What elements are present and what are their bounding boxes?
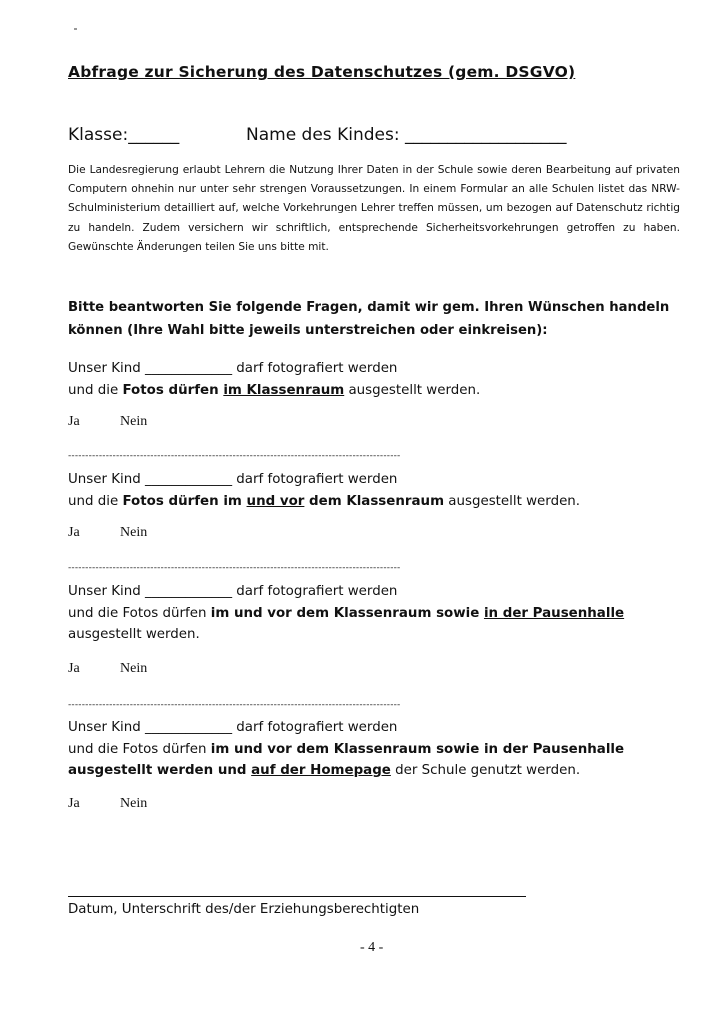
answer-ja[interactable]: Ja bbox=[68, 414, 80, 429]
child-name-field-label: Name des Kindes: ___________________ bbox=[246, 125, 567, 145]
question-4-answers bbox=[68, 796, 147, 812]
question-1-line-2 bbox=[68, 380, 686, 402]
answer-nein[interactable]: Nein bbox=[120, 525, 148, 540]
answer-ja[interactable]: Ja bbox=[68, 525, 80, 540]
q2-option-highlight: und vor bbox=[246, 493, 305, 509]
class-field-label: Klasse:______ bbox=[68, 125, 180, 145]
answer-nein[interactable]: Nein bbox=[120, 661, 148, 676]
q3-text-d: ausgestellt werden. bbox=[68, 627, 200, 642]
q3-text-b: im und vor dem Klassenraum sowie bbox=[210, 605, 484, 621]
question-1-line-1: Unser Kind _____________ darf fotografiert werden bbox=[68, 361, 398, 376]
question-3-line-1: Unser Kind _____________ darf fotografiert werden bbox=[68, 584, 398, 599]
q1-text-a: und die bbox=[68, 382, 123, 398]
answer-nein[interactable]: Nein bbox=[120, 796, 148, 811]
q3-text-a: und die Fotos dürfen bbox=[68, 605, 211, 621]
separator-line: ------------------------------------------------------------------------------------------------- bbox=[68, 451, 401, 461]
separator-line: ------------------------------------------------------------------------------------------------- bbox=[68, 563, 401, 573]
question-2-answers bbox=[68, 525, 147, 541]
q4-text-b: im und vor dem Klassenraum sowie in der Pausenhalle ausgestellt werden und bbox=[68, 741, 625, 778]
q4-option-highlight: auf der Homepage bbox=[251, 763, 391, 778]
separator-line: ------------------------------------------------------------------------------------------------- bbox=[68, 700, 401, 710]
scan-speck bbox=[74, 28, 77, 30]
q1-text-d: ausgestellt werden. bbox=[344, 382, 481, 398]
answer-ja[interactable]: Ja bbox=[68, 661, 80, 676]
question-2-line-1: Unser Kind _____________ darf fotografiert werden bbox=[68, 472, 398, 487]
question-2-line-2 bbox=[68, 491, 686, 513]
q2-text-d: dem Klassenraum bbox=[304, 493, 445, 509]
page-number: - 4 - bbox=[360, 940, 384, 955]
question-2 bbox=[68, 469, 686, 512]
q1-option-highlight: im Klassenraum bbox=[223, 382, 345, 398]
signature-line[interactable] bbox=[68, 896, 526, 897]
question-1 bbox=[68, 358, 686, 401]
q3-option-highlight: in der Pausenhalle bbox=[483, 605, 625, 621]
answer-nein[interactable]: Nein bbox=[120, 414, 148, 429]
question-3 bbox=[68, 581, 686, 646]
q4-text-a: und die Fotos dürfen bbox=[68, 741, 211, 757]
intro-paragraph: Die Landesregierung erlaubt Lehrern die Nutzung Ihrer Daten in der Schule sowie deren Bearbeitung auf privaten Computern ohnehin nur unter sehr strengen Voraussetzungen. In einem Formular an alle Schulen listet das NRW-Schulministerium detailliert auf, welche Vorkehrungen Lehrer treffen müssen, um bezogen auf Datenschutz richtig zu handeln. Zudem versichern wir schriftlich, entsprechende Sicherheitsvorkehrungen getroffen zu haben. Gewünschte Änderungen teilen Sie uns bitte mit. bbox=[68, 164, 680, 253]
instruction-text: Bitte beantworten Sie folgende Fragen, damit wir gem. Ihren Wünschen handeln können (Ihre Wahl bitte jeweils unterstreichen oder einkreisen): bbox=[68, 300, 670, 338]
question-4-line-1: Unser Kind _____________ darf fotografiert werden bbox=[68, 720, 398, 735]
question-3-line-2 bbox=[68, 603, 686, 646]
q1-text-b: Fotos dürfen bbox=[122, 382, 224, 398]
q2-text-e: ausgestellt werden. bbox=[444, 493, 581, 509]
answer-ja[interactable]: Ja bbox=[68, 796, 80, 811]
q4-text-d: der Schule genutzt werden. bbox=[390, 763, 581, 778]
signature-label: Datum, Unterschrift des/der Erziehungsberechtigten bbox=[68, 902, 420, 917]
question-3-answers bbox=[68, 661, 147, 677]
q2-text-b: Fotos dürfen im bbox=[122, 493, 247, 509]
q2-text-a: und die bbox=[68, 493, 123, 509]
question-1-answers bbox=[68, 414, 147, 430]
page-title: Abfrage zur Sicherung des Datenschutzes (gem. DSGVO) bbox=[68, 63, 576, 81]
question-4-line-2 bbox=[68, 739, 686, 782]
question-4 bbox=[68, 717, 686, 782]
